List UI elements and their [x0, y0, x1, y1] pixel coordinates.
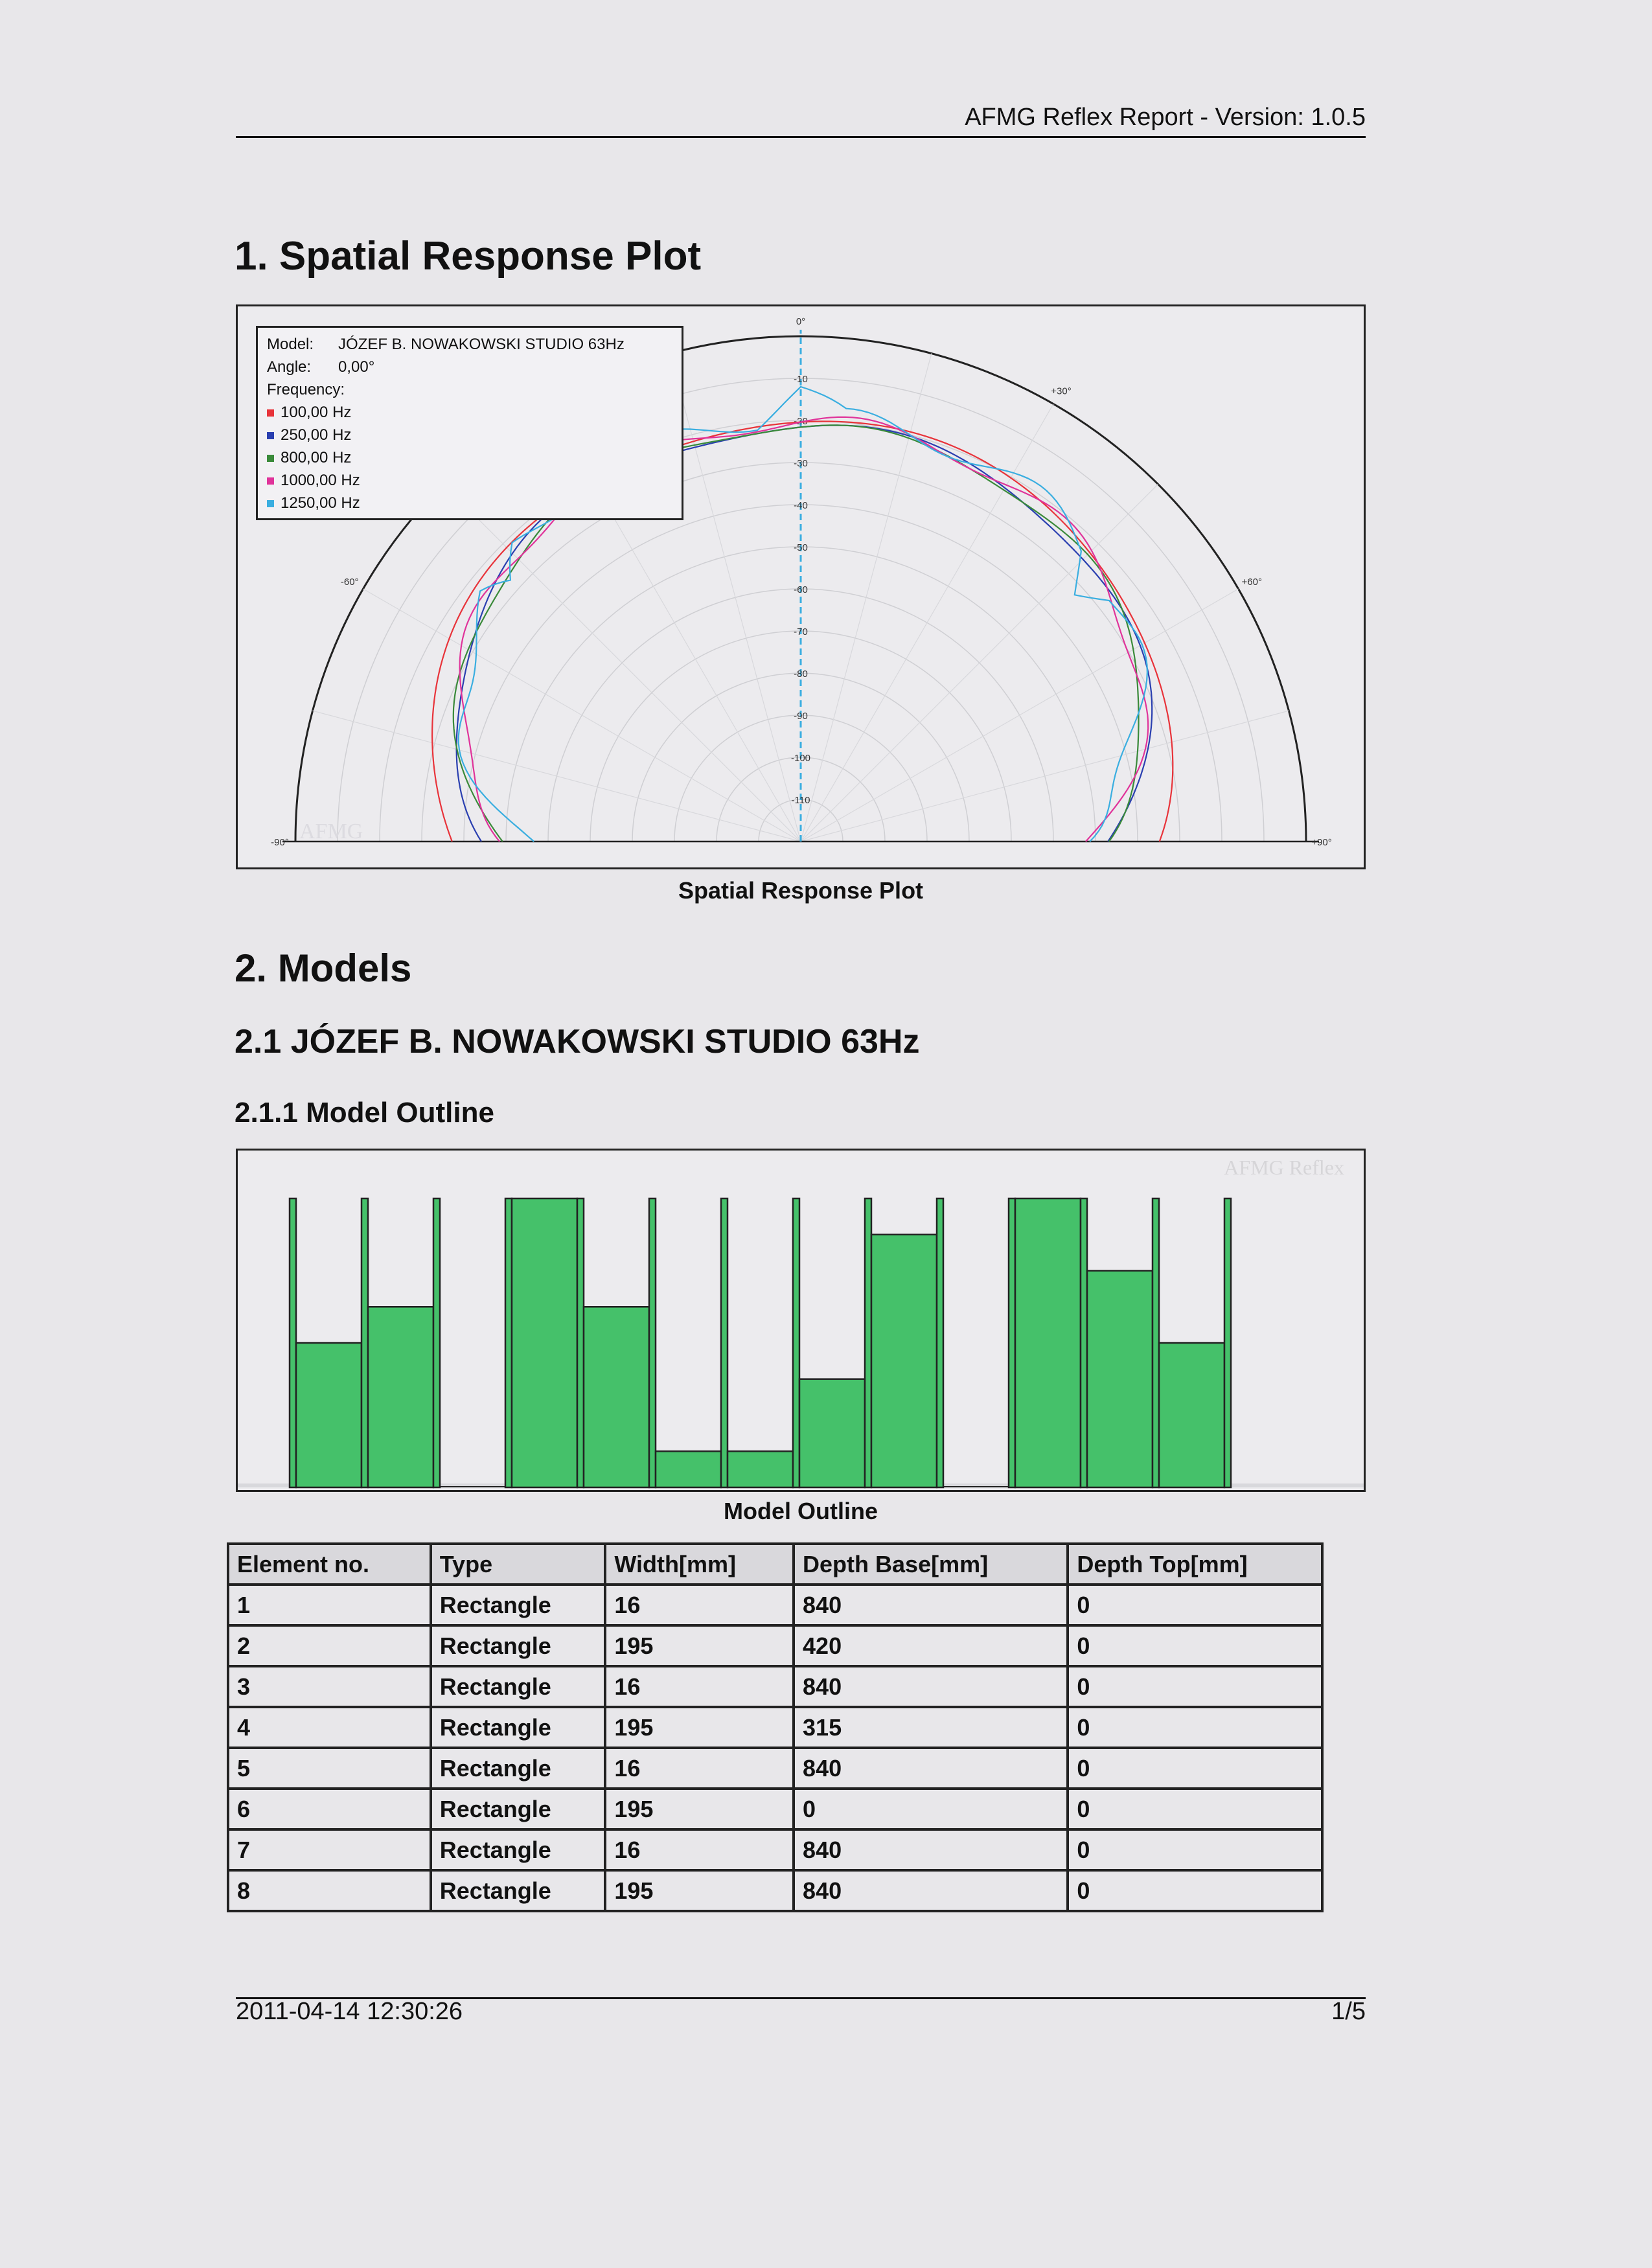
- legend-swatch-icon: [267, 409, 274, 417]
- legend-frequency-item: [267, 401, 672, 424]
- diffuser-well: [440, 1486, 505, 1487]
- table-header-cell: Depth Base[mm]: [794, 1544, 1068, 1585]
- table-row: [228, 1870, 1322, 1911]
- diffuser-well: [512, 1198, 577, 1487]
- polar-grid-spoke: [801, 711, 1289, 842]
- table-cell: 0: [1068, 1748, 1322, 1789]
- diffuser-well: [1087, 1271, 1153, 1488]
- table-cell: 315: [794, 1707, 1068, 1748]
- polar-watermark: AFMG: [299, 819, 363, 843]
- table-cell: 0: [1068, 1585, 1322, 1625]
- legend-frequency-label: Frequency:: [267, 381, 345, 398]
- table-cell: 840: [794, 1829, 1068, 1870]
- legend-frequency-item: [267, 446, 672, 469]
- diffuser-fin: [433, 1198, 440, 1487]
- diffuser-fin: [937, 1198, 943, 1487]
- polar-radial-label: -90: [794, 711, 808, 722]
- table-cell: Rectangle: [431, 1789, 606, 1829]
- polar-angle-label: +90°: [1311, 837, 1332, 848]
- table-cell: Rectangle: [431, 1625, 606, 1666]
- table-cell: Rectangle: [431, 1707, 606, 1748]
- legend-frequency-label: 1250,00 Hz: [281, 494, 360, 512]
- diffuser-fin: [505, 1198, 512, 1487]
- table-cell: Rectangle: [431, 1870, 606, 1911]
- diffuser-well: [1159, 1343, 1224, 1487]
- polar-radial-label: -50: [794, 542, 808, 553]
- diffuser-well: [656, 1451, 721, 1487]
- legend-frequency-label: 250,00 Hz: [281, 426, 352, 444]
- diffuser-fin: [721, 1198, 728, 1487]
- table-cell: 420: [794, 1625, 1068, 1666]
- table-cell: 195: [605, 1625, 794, 1666]
- spatial-response-plot: [236, 304, 1366, 869]
- table-cell: 0: [1068, 1707, 1322, 1748]
- legend-model-label: Model:: [267, 336, 314, 353]
- table-cell: Rectangle: [431, 1829, 606, 1870]
- legend-frequency-label: 800,00 Hz: [281, 449, 352, 466]
- diffuser-well: [368, 1307, 433, 1487]
- diffuser-fin: [649, 1198, 656, 1487]
- table-body: [228, 1585, 1322, 1911]
- polar-grid-spoke: [801, 589, 1238, 842]
- table-cell: 840: [794, 1666, 1068, 1707]
- polar-grid-spoke: [801, 484, 1158, 842]
- legend-frequency-label: 100,00 Hz: [281, 404, 352, 421]
- legend-angle-value: 0,00°: [338, 358, 375, 376]
- table-row: [228, 1707, 1322, 1748]
- legend-model-value: JÓZEF B. NOWAKOWSKI STUDIO 63Hz: [338, 336, 625, 353]
- polar-radial-label: -70: [794, 626, 808, 637]
- report-header-title: AFMG Reflex Report - Version: 1.0.5: [965, 104, 1366, 131]
- polar-grid-spoke: [313, 711, 801, 842]
- table-cell: 5: [228, 1748, 431, 1789]
- diffuser-well: [871, 1235, 937, 1487]
- table-cell: 0: [1068, 1789, 1322, 1829]
- diffuser-well: [728, 1451, 793, 1487]
- element-table: [227, 1542, 1324, 1912]
- table-cell: 0: [1068, 1829, 1322, 1870]
- polar-radial-label: -100: [790, 753, 811, 764]
- diffuser-fin: [577, 1198, 584, 1487]
- section-heading-model-outline: 2.1.1 Model Outline: [235, 1097, 494, 1128]
- table-header-cell: Depth Top[mm]: [1068, 1544, 1322, 1585]
- diffuser-fin: [865, 1198, 871, 1487]
- footer-date: 2011-04-14 12:30:26: [236, 1998, 463, 2025]
- table-row: [228, 1748, 1322, 1789]
- diffuser-well: [296, 1343, 361, 1487]
- section-heading-models: 2. Models: [235, 946, 412, 990]
- diffuser-fin: [793, 1198, 799, 1487]
- table-cell: 195: [605, 1707, 794, 1748]
- table-cell: 195: [605, 1789, 794, 1829]
- table-cell: 840: [794, 1870, 1068, 1911]
- model-outline-caption: Model Outline: [724, 1498, 878, 1524]
- legend-frequency-item: [267, 424, 672, 446]
- model-outline-chart: [236, 1149, 1366, 1492]
- table-cell: 16: [605, 1829, 794, 1870]
- table-cell: 6: [228, 1789, 431, 1829]
- diffuser-fin: [290, 1198, 296, 1487]
- table-row: [228, 1829, 1322, 1870]
- table-cell: Rectangle: [431, 1748, 606, 1789]
- table-header-cell: Element no.: [228, 1544, 431, 1585]
- polar-grid-spoke: [801, 404, 1053, 842]
- polar-grid-spoke: [443, 484, 801, 842]
- polar-radial-label: -60: [794, 584, 808, 595]
- polar-angle-label: -90°: [271, 837, 289, 848]
- table-header-cell: Width[mm]: [605, 1544, 794, 1585]
- diffuser-fin: [1081, 1198, 1087, 1487]
- header-rule: [236, 136, 1366, 138]
- legend-frequency-item: [267, 469, 672, 492]
- polar-radial-label: -20: [794, 416, 808, 427]
- legend-swatch-icon: [267, 455, 274, 462]
- table-row: [228, 1789, 1322, 1829]
- table-cell: 0: [1068, 1870, 1322, 1911]
- legend-swatch-icon: [267, 432, 274, 439]
- polar-angle-label: -60°: [340, 577, 359, 588]
- table-cell: 0: [1068, 1666, 1322, 1707]
- diffuser-well: [1015, 1198, 1081, 1487]
- legend-frequency-item: [267, 492, 672, 514]
- table-cell: 0: [794, 1789, 1068, 1829]
- diffuser-fin: [1153, 1198, 1159, 1487]
- table-cell: 16: [605, 1748, 794, 1789]
- polar-angle-label: 0°: [796, 316, 806, 327]
- table-row: [228, 1666, 1322, 1707]
- polar-radial-label: -80: [794, 669, 808, 680]
- diffuser-well: [943, 1486, 1009, 1487]
- diffuser-well: [799, 1379, 865, 1487]
- diffuser-fin: [361, 1198, 368, 1487]
- table-cell: 3: [228, 1666, 431, 1707]
- table-cell: 16: [605, 1666, 794, 1707]
- polar-angle-label: +30°: [1051, 385, 1072, 397]
- table-cell: 0: [1068, 1625, 1322, 1666]
- legend-swatch-icon: [267, 500, 274, 507]
- legend-frequency-list: [267, 401, 672, 514]
- polar-radial-label: -30: [794, 458, 808, 469]
- table-cell: 840: [794, 1748, 1068, 1789]
- table-cell: 2: [228, 1625, 431, 1666]
- model-outline-canvas: [238, 1151, 1364, 1490]
- table-row: [228, 1585, 1322, 1625]
- footer-page-number: 1/5: [1331, 1998, 1366, 2025]
- diffuser-fin: [1224, 1198, 1231, 1487]
- table-cell: 8: [228, 1870, 431, 1911]
- polar-radial-label: -40: [794, 500, 808, 511]
- section-heading-spatial-response: 1. Spatial Response Plot: [235, 234, 702, 279]
- outline-watermark: AFMG Reflex: [1224, 1156, 1344, 1179]
- polar-grid-spoke: [363, 589, 801, 842]
- table-header-cell: Type: [431, 1544, 606, 1585]
- table-cell: 840: [794, 1585, 1068, 1625]
- polar-angle-label: +60°: [1241, 577, 1263, 588]
- plot-legend: [256, 326, 683, 520]
- table-cell: Rectangle: [431, 1585, 606, 1625]
- legend-swatch-icon: [267, 477, 274, 485]
- legend-angle-label: Angle:: [267, 358, 312, 376]
- table-cell: 7: [228, 1829, 431, 1870]
- table-cell: 16: [605, 1585, 794, 1625]
- polar-plot-caption: Spatial Response Plot: [678, 877, 924, 904]
- polar-radial-label: -10: [794, 374, 808, 385]
- diffuser-fin: [1009, 1198, 1015, 1487]
- diffuser-well: [584, 1307, 649, 1487]
- legend-frequency-label: 1000,00 Hz: [281, 472, 360, 489]
- section-heading-model-name: 2.1 JÓZEF B. NOWAKOWSKI STUDIO 63Hz: [235, 1023, 920, 1060]
- table-row: [228, 1625, 1322, 1666]
- table-cell: 1: [228, 1585, 431, 1625]
- table-header-row: [228, 1544, 1322, 1585]
- table-cell: 195: [605, 1870, 794, 1911]
- table-cell: 4: [228, 1707, 431, 1748]
- table-cell: Rectangle: [431, 1666, 606, 1707]
- polar-radial-label: -110: [791, 795, 810, 806]
